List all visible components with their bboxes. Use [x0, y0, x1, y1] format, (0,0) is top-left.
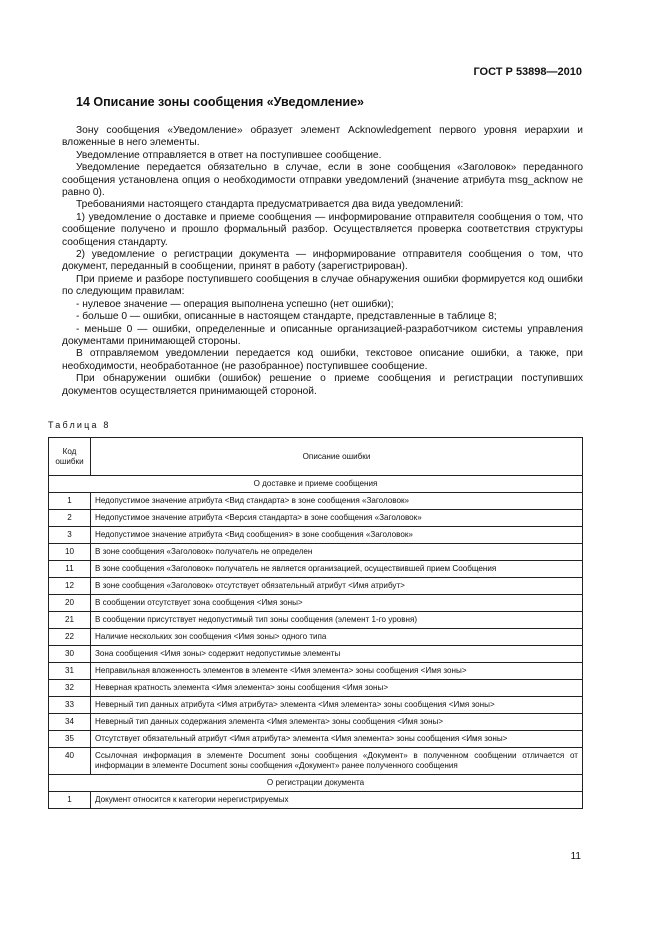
table-row: [49, 646, 583, 663]
paragraph: Уведомление передается обязательно в случае, если в зоне сообщения «Заголовок» переданного сообщения установлена опция о необходимости отправки уведомлений (значение атрибута msg_acknow не равно 0).: [62, 162, 583, 199]
section-title-cell: О доставке и приеме сообщения: [49, 476, 583, 493]
error-code-cell: 2: [49, 510, 91, 527]
error-description-cell: Ссылочная информация в элементе Document зоны сообщения «Документ» в полученном сообщении отличается от информации в элементе Document зоны сообщения «Документ» ранее полученного сообщения: [91, 748, 583, 775]
table-row: [49, 578, 583, 595]
paragraph: 2) уведомление о регистрации документа — информирование отправителя сообщения о том, что документ, переданный в сообщении, принят в работу (зарегистрирован).: [62, 249, 583, 273]
error-code-cell: 34: [49, 714, 91, 731]
table-caption: Таблица 8: [48, 420, 111, 430]
error-code-cell: 12: [49, 578, 91, 595]
error-description-cell: Недопустимое значение атрибута <Вид сообщения> в зоне сообщения «Заголовок»: [91, 527, 583, 544]
error-description-cell: Отсутствует обязательный атрибут <Имя атрибута> элемента <Имя элемента> зоны сообщения <Имя зоны>: [91, 731, 583, 748]
error-description-cell: Неверный тип данных атрибута <Имя атрибута> элемента <Имя элемента> зоны сообщения <Имя зоны>: [91, 697, 583, 714]
section-title-cell: О регистрации документа: [49, 775, 583, 792]
table-row: [49, 561, 583, 578]
column-header-description: Описание ошибки: [91, 438, 583, 476]
error-description-cell: В зоне сообщения «Заголовок» получатель не определен: [91, 544, 583, 561]
error-code-cell: 30: [49, 646, 91, 663]
paragraph: При приеме и разборе поступившего сообщения в случае обнаружения ошибки формируется код ошибки по следующим правилам:: [62, 273, 583, 298]
error-code-cell: 22: [49, 629, 91, 646]
paragraph: Зону сообщения «Уведомление» образует элемент Acknowledgement первого уровня иерархии и вложенные в него элементы.: [62, 125, 583, 149]
error-description-cell: В сообщении отсутствует зона сообщения <Имя зоны>: [91, 595, 583, 612]
table-row: [49, 714, 583, 731]
error-description-cell: В сообщении присутствует недопустимый тип зоны сообщения (элемент 1-го уровня): [91, 612, 583, 629]
error-description-cell: Неверная кратность элемента <Имя элемента> зоны сообщения <Имя зоны>: [91, 680, 583, 697]
table-row: [49, 792, 583, 809]
error-description-cell: Недопустимое значение атрибута <Вид стандарта> в зоне сообщения «Заголовок»: [91, 493, 583, 510]
document-code: ГОСТ Р 53898—2010: [473, 66, 582, 78]
error-code-cell: 32: [49, 680, 91, 697]
table-row: [49, 748, 583, 775]
paragraph: - больше 0 — ошибки, описанные в настоящем стандарте, представленные в таблице 8;: [76, 311, 497, 323]
table-row: [49, 663, 583, 680]
error-description-cell: Неправильная вложенность элементов в элементе <Имя элемента> зоны сообщения <Имя зоны>: [91, 663, 583, 680]
error-code-cell: 40: [49, 748, 91, 775]
table-row: [49, 595, 583, 612]
error-code-cell: 3: [49, 527, 91, 544]
error-code-cell: 31: [49, 663, 91, 680]
table-row: [49, 527, 583, 544]
paragraph: 1) уведомление о доставке и приеме сообщения — информирование отправителя сообщения о том, что сообщение получено и прошло формальный разбор. Осуществляется проверка соответствия структуры сообщения стандарту.: [62, 211, 583, 248]
table-body: [49, 476, 583, 809]
paragraph: В отправляемом уведомлении передается код ошибки, текстовое описание ошибки, а также, при необходимости, необработанное (не разобранное) поступившее сообщение.: [62, 348, 583, 372]
paragraph: Уведомление отправляется в ответ на поступившее сообщение.: [76, 149, 382, 161]
table-row: [49, 493, 583, 510]
error-description-cell: Наличие нескольких зон сообщения <Имя зоны> одного типа: [91, 629, 583, 646]
error-description-cell: Недопустимое значение атрибута <Версия стандарта> в зоне сообщения «Заголовок»: [91, 510, 583, 527]
table-row: [49, 731, 583, 748]
table-row: [49, 680, 583, 697]
error-code-cell: 21: [49, 612, 91, 629]
error-code-cell: 35: [49, 731, 91, 748]
table-row: [49, 544, 583, 561]
error-code-cell: 20: [49, 595, 91, 612]
table-row: [49, 629, 583, 646]
error-code-cell: 1: [49, 493, 91, 510]
error-code-cell: 11: [49, 561, 91, 578]
table-row: [49, 612, 583, 629]
error-code-cell: 1: [49, 792, 91, 809]
body-text: [62, 125, 583, 398]
error-description-cell: Зона сообщения <Имя зоны> содержит недопустимые элементы: [91, 646, 583, 663]
table-section-row: [49, 476, 583, 493]
paragraph: При обнаружении ошибки (ошибок) решение о приеме сообщения и регистрации поступивших документов осуществляется принимающей стороной.: [62, 373, 583, 397]
error-codes-table: [48, 437, 583, 809]
table-section-row: [49, 775, 583, 792]
paragraph: - меньше 0 — ошибки, определенные и описанные организацией-разработчиком системы управления документами принимающей стороны.: [62, 323, 583, 347]
error-description-cell: В зоне сообщения «Заголовок» отсутствует обязательный атрибут <Имя атрибут>: [91, 578, 583, 595]
error-code-cell: 33: [49, 697, 91, 714]
column-header-code: Код ошибки: [49, 438, 91, 476]
paragraph: Требованиями настоящего стандарта предусматривается два вида уведомлений:: [76, 199, 464, 211]
error-description-cell: Неверный тип данных содержания элемента <Имя элемента> зоны сообщения <Имя зоны>: [91, 714, 583, 731]
section-heading: 14 Описание зоны сообщения «Уведомление»: [76, 95, 364, 109]
error-description-cell: Документ относится к категории нерегистрируемых: [91, 792, 583, 809]
page-number: 11: [570, 851, 581, 862]
error-description-cell: В зоне сообщения «Заголовок» получатель не является организацией, осуществившей прием Сообщения: [91, 561, 583, 578]
paragraph: - нулевое значение — операция выполнена успешно (нет ошибки);: [76, 298, 394, 310]
table-row: [49, 697, 583, 714]
table-header-row: [49, 438, 583, 476]
error-code-cell: 10: [49, 544, 91, 561]
table-row: [49, 510, 583, 527]
